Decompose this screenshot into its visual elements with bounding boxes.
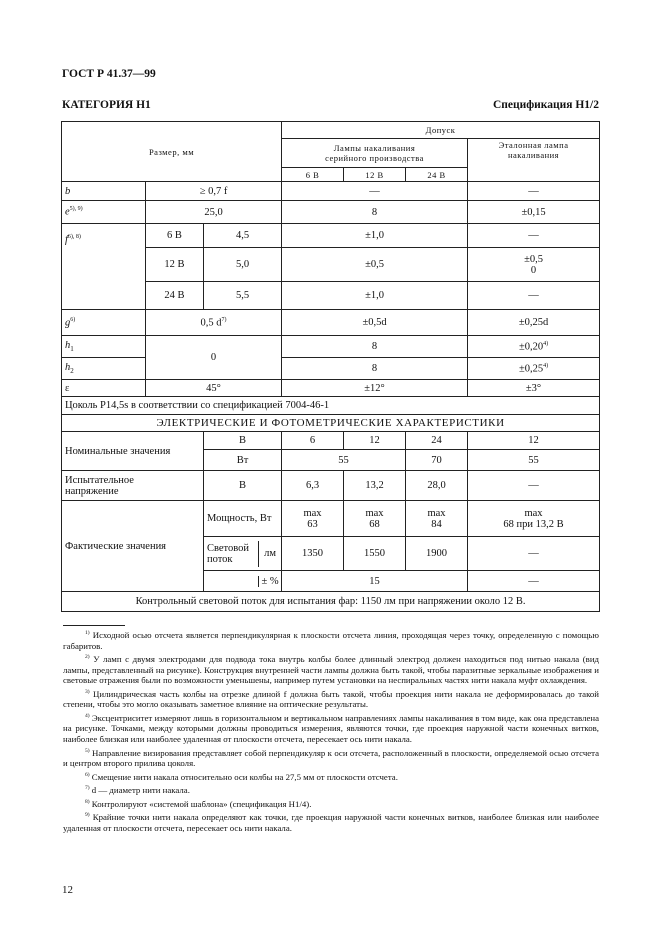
table-row xyxy=(62,310,600,336)
nominal-values-label: Номинальные значения xyxy=(62,432,204,471)
reference-tolerance: $\pm 0,20^{4)}$ xyxy=(468,336,600,358)
nominal-power: 55 xyxy=(282,450,406,471)
voltage-6-header: 6 В xyxy=(282,168,344,182)
test-voltage: — xyxy=(468,471,600,501)
footnote: $^{2)}$ У ламп с двумя электродами для подвода тока внутрь колбы более длинный электрод должен находиться под нитью накала (вид лампы, представленный на рисунке). Конструкция внутренней части лампы должна быть такой, чтобы паразитные зеркальные изображения и световые отражения были по возможности уменьшены, например путем установки на неспиральных частях нити накала муфт охлаждения. xyxy=(63,654,600,686)
unit-label: Вт xyxy=(204,450,282,471)
dimension-symbol: $h_1$ xyxy=(62,336,146,358)
table-row xyxy=(62,501,600,537)
test-voltage: 13,2 xyxy=(344,471,406,501)
dimension-size: 0,5 $d^{7)}$ xyxy=(146,310,282,336)
actual-power: max 84 xyxy=(406,501,468,537)
flux-tolerance-reference: — xyxy=(468,571,600,592)
dimension-symbol: $g^{6)}$ xyxy=(62,310,146,336)
serial-tolerance: ±0,5d xyxy=(282,310,468,336)
serial-tolerance: ±1,0 xyxy=(282,224,468,248)
luminous-flux: 1350 xyxy=(282,537,344,571)
nominal-voltage: 12 xyxy=(468,432,600,450)
serial-lamps-header: Лампы накаливания серийного производства xyxy=(282,139,468,168)
actual-power: max 68 xyxy=(344,501,406,537)
dimension-size: 5,0 xyxy=(204,248,282,282)
footnote: $^{1)}$ Исходной осью отсчета является перпендикулярная к плоскости отсчета линия, проходящая через точку, определенную с помощью габаритов. xyxy=(63,629,600,651)
voltage-label: 12 В xyxy=(146,248,204,282)
reference-tolerance: — xyxy=(468,182,600,201)
actual-power: max 68 при 13,2 В xyxy=(468,501,600,537)
serial-tolerance: 8 xyxy=(282,336,468,358)
dimension-symbol: $e^{5), 9)}$ xyxy=(62,201,146,224)
footnote: $^{7)}$ d — диаметр нити накала. xyxy=(85,785,190,796)
test-voltage: 28,0 xyxy=(406,471,468,501)
table-row xyxy=(62,432,600,450)
table-row xyxy=(62,336,600,358)
dimension-symbol: $h_2$ xyxy=(62,358,146,380)
specification-table xyxy=(61,121,600,612)
tolerance-header: Допуск xyxy=(282,122,600,139)
serial-tolerance: ±12° xyxy=(282,380,468,397)
footnote: $^{5)}$ Направление визирования представляет собой перпендикуляр к оси отсчета, расположенный в плоскости, определяемой осью отсчета и центром второго прилива цоколя. xyxy=(63,747,600,769)
footnote: $^{6)}$ Смещение нити накала относительно оси колбы на 27,5 мм от плоскости отсчета. xyxy=(85,771,398,782)
footnote: $^{3)}$ Цилиндрическая часть колбы на отрезке длиной f должна быть такой, чтобы проекция нити накала не деформировалась до такой степени, чтобы это могло оказывать заметное влияние на оптические результаты. xyxy=(63,688,600,710)
reference-tolerance: ±0,5 0 xyxy=(468,248,600,282)
document-standard-number: ГОСТ Р 41.37—99 xyxy=(62,68,156,80)
dimension-size: 5,5 xyxy=(204,282,282,310)
nominal-power: 70 xyxy=(406,450,468,471)
voltage-24-header: 24 В xyxy=(406,168,468,182)
reference-tolerance: — xyxy=(468,282,600,310)
dimension-size: 25,0 xyxy=(146,201,282,224)
luminous-flux: 1900 xyxy=(406,537,468,571)
footnotes xyxy=(63,628,599,834)
dimension-symbol: ε xyxy=(62,380,146,397)
luminous-flux: — xyxy=(468,537,600,571)
dimension-symbol: b xyxy=(62,182,146,201)
dimension-size: ≥ 0,7 f xyxy=(146,182,282,201)
reference-tolerance: ±3° xyxy=(468,380,600,397)
reference-tolerance: ±0,25d xyxy=(468,310,600,336)
test-voltage-label: Испытательное напряжение xyxy=(62,471,204,501)
size-header: Размер, мм xyxy=(62,122,282,182)
dimension-size: 45° xyxy=(146,380,282,397)
unit-label: В xyxy=(204,471,282,501)
reference-tolerance: ±0,15 xyxy=(468,201,600,224)
serial-tolerance: ±1,0 xyxy=(282,282,468,310)
footnote: $^{4)}$ Эксцентриситет измеряют лишь в горизонтальном и вертикальном направлениях лампы накаливания в том виде, как она представлена на рисунке. Точками, между которыми должны проводиться измерения, являются точки, где проекция наружной части конечных витков, наиболее близкая или наиболее удаленная от плоскости отсчета, пересекает ось нити накала. xyxy=(63,712,599,745)
voltage-label: 24 В xyxy=(146,282,204,310)
specification-label: Спецификация Н1/2 xyxy=(492,99,599,111)
percent-label: ± % xyxy=(204,571,282,592)
reference-lamp-header: Эталонная лампа накаливания xyxy=(468,139,600,182)
nominal-voltage: 24 xyxy=(406,432,468,450)
dimension-size: 4,5 xyxy=(204,224,282,248)
actual-power: max 63 xyxy=(282,501,344,537)
power-label: Мощность, Вт xyxy=(204,501,282,537)
voltage-12-header: 12 В xyxy=(344,168,406,182)
dimension-size: 0 xyxy=(146,336,282,380)
control-flux-note: Контрольный световой поток для испытания фар: 1150 лм при напряжении около 12 В. xyxy=(62,592,600,612)
category-label: КАТЕГОРИЯ Н1 xyxy=(62,99,151,111)
serial-tolerance: 8 xyxy=(282,201,468,224)
footnote: $^{8)}$ Контролируют «системой шаблона» (спецификация Н1/4). xyxy=(85,798,312,809)
table-row xyxy=(62,471,600,501)
footnote-divider xyxy=(63,625,125,626)
page-number: 12 xyxy=(62,884,73,896)
test-voltage: 6,3 xyxy=(282,471,344,501)
dimension-symbol: $f^{6), 8)}$ xyxy=(62,224,146,310)
reference-tolerance: — xyxy=(468,224,600,248)
nominal-voltage: 12 xyxy=(344,432,406,450)
luminous-flux: 1550 xyxy=(344,537,406,571)
footnote: $^{9)}$ Крайние точки нити накала определяют как точки, где проекция наружной части конечных витков, наиболее близкая или наиболее удаленная от плоскости отсчета, пересекает ось нити накала. xyxy=(63,812,599,833)
table-row xyxy=(62,182,600,201)
flux-tolerance: 15 xyxy=(282,571,468,592)
table-row xyxy=(62,201,600,224)
unit-label: В xyxy=(204,432,282,450)
cap-spec-row: Цоколь Р14,5s в соответствии со спецификацией 7004-46-1 xyxy=(62,397,600,415)
actual-values-label: Фактические значения xyxy=(62,501,204,592)
table-row xyxy=(62,224,600,248)
serial-tolerance: 8 xyxy=(282,358,468,380)
nominal-voltage: 6 xyxy=(282,432,344,450)
reference-tolerance: $\pm 0,25^{4)}$ xyxy=(468,358,600,380)
serial-tolerance: — xyxy=(282,182,468,201)
electrical-section-title: ЭЛЕКТРИЧЕСКИЕ И ФОТОМЕТРИЧЕСКИЕ ХАРАКТЕРИСТИКИ xyxy=(62,415,600,432)
table-row xyxy=(62,380,600,397)
serial-tolerance: ±0,5 xyxy=(282,248,468,282)
table-row xyxy=(62,358,600,380)
luminous-flux-label: Световой поток лм xyxy=(204,537,282,571)
voltage-label: 6 В xyxy=(146,224,204,248)
nominal-power: 55 xyxy=(468,450,600,471)
